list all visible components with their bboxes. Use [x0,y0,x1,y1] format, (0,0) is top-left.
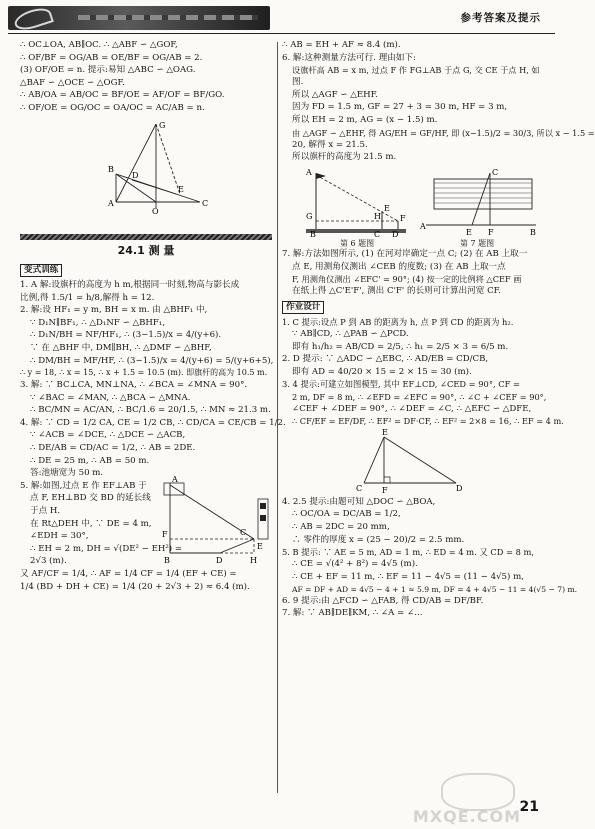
page-number: 21 [519,799,539,816]
text-line: 因为 FD = 1.5 m, GF = 27 + 3 = 30 m, HF = 3 m, [292,102,508,113]
problem-5-block [20,474,272,593]
fig1-label: O [152,206,159,216]
text-line: ∵ D₁N∥BF₁, ∴ △D₁NF ∽ △BHF₁, [30,317,166,328]
text-line: ∴ D₁N/BH = NF/HF₁, ∴ (3−1.5)/x = 4/(y+6). [30,330,222,341]
text-line: △BAF ∽ △OCE ∽ △OGF. [20,77,125,88]
text-line: ∴ BC/MN = AC/AN, ∴ BC/1.6 = 20/1.5, ∴ MN ≈ 21.3 m. [30,405,271,416]
fig1-label: E [178,184,184,194]
fig6-label: C [374,229,381,239]
fig6-label: A [306,167,312,177]
fig6-label: G [306,211,313,221]
text-line: 4. 2.5 提示:由题可知 △DOC ∽ △BOA, [282,496,436,507]
text-line: 在纸上得 △C'E'F', 测出 C'F' 的长则可计算出河宽 CF. [292,286,501,297]
text-line: 2√3 (m). [30,556,67,567]
fig6-label: D [392,229,399,239]
text-line: ∴ CF/EF = EF/DF, ∴ EF² = DF·CF, ∴ EF² = 2×8 = 16, ∴ EF = 4 m. [292,416,564,427]
text-line: 1. A 解:设旗杆的高度为 h m,根据同一时刻,物高与影长成 [20,280,240,291]
fig7-label: A [420,221,426,231]
fig1-label: C [202,198,209,208]
text-line: 7. 解:方法如图所示, (1) 在河对岸确定一点 C; (2) 在 AB 上取一 [282,248,528,259]
header-rule [8,33,555,34]
fig5-label: C [240,527,247,537]
fig3-label: C [356,483,363,493]
text-line: AF = DF + AD = 4√5 − 4 + 1 ≈ 5.9 m, DF = 4 + 4√5 − 11 = 4(√5 − 7) m. [292,584,578,594]
fig7-label: C [492,167,499,177]
header-banner [8,6,270,30]
text-line: ∵ ∠BAC = ∠MAN, ∴ △BCA ∽ △MNA. [30,392,191,403]
text-line: 1. C 提示:设点 P 到 AB 的距离为 h, 点 P 到 CD 的距离为 h₂. [282,316,514,327]
fig5-label: E [257,541,263,551]
text-line: ∴ CE = √(4² + 8²) = 4√5 (m). [292,559,418,570]
right-column [282,40,595,621]
logo-swoosh-icon [12,5,54,34]
text-line: 由 △AGF ∽ △EHF, 得 AG/EH = GF/HF, 即 (x−1.5)/2 = 30/3, 所以 x − 1.5 = [292,127,595,138]
fig3-label: F [382,485,388,495]
text-line: 6. 9 提示:由 △FCD ∽ △FAB, 得 CD/AB = DF/BF. [282,595,484,606]
text-line: 1/4 (BD + DH + CE) = 1/4 (20 + 2√3 + 2) ≈ 6.4 (m). [20,581,250,592]
text-line: 点 E, 用测角仪测出 ∠CEB 的度数; (3) 在 AB 上取一点 [292,261,506,272]
text-line: ∴ y = 18, ∴ x = 15, ∴ x + 1.5 = 10.5 (m). 即旗杆的高为 10.5 m. [20,368,268,378]
text-line: 图. [292,77,304,88]
homework-label: 作业设计 [282,301,324,314]
text-line: ∴ DE/AB = CD/AC = 1/2, ∴ AB = 2DE. [30,443,196,453]
fig3-label: E [382,427,388,437]
fig5-label: D [216,555,223,565]
fig7-label: B [530,227,536,237]
fig3-label: D [456,483,463,493]
fig5-label: H [250,555,257,565]
text-line: ∴ OF/BF = OG/AB = OE/BF = OG/AB = 2. [20,52,203,63]
figure-6-flagpole [302,167,410,237]
text-line: 5. 解:如图,过点 E 作 EF⊥AB 于 [20,480,147,491]
watermark-stamp [441,773,515,811]
text-line: ∴ DM/BH = MF/HF, ∴ (3−1.5)/x = 4/(y+6) = 5/(y+6+5), [30,355,274,366]
text-line: 又 AF/CF = 1/4, ∴ AF = 1/4 CF = 1/4 (EF + CE) = [20,568,237,579]
text-line: 4. 解: ∵ CD = 1/2 CA, CE = 1/2 CB, ∴ CD/CA = CE/CB = 1/2. [20,417,286,428]
text-line: 3. 4 提示:可建立如图模型, 其中 EF⊥CD, ∠CED = 90°, CF = [282,379,520,390]
fig6-label: H [374,211,381,221]
figure-oag [20,116,272,232]
text-line: F, 用测角仪测出 ∠EFC' = 90°; (4) 按一定的比例将 △CEF 画 [292,274,522,285]
text-line: 2. 解:设 HF₁ = y m, BH = x m. 由 △BHF₁ 中, [20,305,208,316]
figure-6-caption: 第 6 题图 [340,238,375,248]
text-line: 比例,得 1.5/1 = h/8,解得 h = 12. [20,292,155,303]
banner-stripe [78,15,258,20]
figure-7-river [420,167,540,237]
text-line: 5. B 提示: ∵ AE = 5 m, AD = 1 m, ∴ ED = 4 m. 又 CD = 8 m, [282,547,535,558]
fig1-label: B [108,164,114,174]
text-line: ∴ EH = 2 m, DH = √(DE² − EH²) = [30,543,183,554]
practice-answers [20,280,286,479]
text-line: (3) OF/OE = n. 提示:易知 △ABC ∽ △OAG. [20,65,196,76]
text-line: 所以 EH = 2 m, AG = (x − 1.5) m. [292,115,438,126]
text-line: 答:池塘宽为 50 m. [30,468,104,479]
text-line: ∴ 零件的厚度 x = (25 − 20)/2 = 2.5 mm. [292,534,465,545]
text-line: ∴ DE = 25 m, ∴ AB = 50 m. [30,455,150,466]
text-line: ∴ CE + EF = 11 m, ∴ EF = 11 − 4√5 = (11 − 4√5) m, [292,571,524,582]
figure-5-tree-slope [162,473,272,567]
fig7-label: E [466,227,472,237]
text-line: 即有 h₁/h₂ = AB/CD = 2/5, ∴ h₁ = 2/5 × 3 = 6/5 m. [292,341,509,352]
text-line: ∴ AB = 2DC = 20 mm, [292,521,390,532]
fig7-label: F [488,227,494,237]
text-line: 6. 解:这种测量方法可行. 理由如下: [282,52,416,63]
text-line: 于点 H. [30,505,61,516]
text-line: 点 F, EH⊥BD 交 BD 的延长线 [30,493,151,504]
section-title: 24.1 测 量 [117,243,175,257]
text-line: ∴ AB/OA = AB/OC = BF/OE = AF/OF = BF/GO. [20,90,225,101]
text-line: 即有 AD = 40/20 × 15 = 2 × 15 = 30 (m). [292,366,472,377]
text-line: 在 Rt△DEH 中, ∵ DE = 4 m, [30,518,152,529]
figure-7-caption: 第 7 题图 [460,238,495,248]
top-answer-block [20,40,272,114]
fig1-label: D [132,170,139,180]
practice-label: 变式训练 [20,264,62,277]
text-line: 3. 解: ∵ BC⊥CA, MN⊥NA, ∴ ∠BCA = ∠MNA = 90°. [20,380,248,391]
text-line: 所以旗杆的高度为 21.5 m. [292,152,397,163]
text-line: 2 m, DF = 8 m, ∴ ∠EFD = ∠EFC = 90°, ∴ ∠C + ∠CEF = 90°, [292,391,547,402]
page-header [0,0,563,36]
fig1-label: G [159,120,166,130]
figures-6-7 [282,165,546,249]
section-bar [20,234,272,240]
text-line: 所以 △AGF ∽ △EHF. [292,89,378,100]
fig5-label: A [172,474,178,484]
text-line: ∵ ∠ACB = ∠DCE, ∴ △DCE ∽ △ACB, [30,430,186,441]
fig6-label: B [310,229,316,239]
text-line: ∵ AB∥CD, ∴ △PAB ∽ △PCD. [292,329,409,340]
text-line: 7. 解: ∵ AB∥DE∥KM, ∴ ∠A = ∠... [282,608,423,619]
figure-3-right-triangle [356,429,466,495]
text-line: ∴ AB = EH + AF ≈ 8.4 (m). [282,40,401,50]
text-line: ∠CEF + ∠DEF = 90°, ∴ ∠DEF = ∠C, ∴ △EFC ∽ △DFE, [292,403,532,414]
fig1-label: A [108,198,114,208]
watermark-text: MXQE.COM [412,806,521,826]
fig5-label: F [162,529,168,539]
text-line: 2. D 提示: ∵ △ADC ∽ △EBC, ∴ AD/EB = CD/CB, [282,354,489,365]
header-title: 参考答案及提示 [460,12,541,24]
text-line: ∴ OF/OE = OG/OC = OA/OC = AC/AB = n. [20,102,205,113]
left-column [20,40,286,594]
fig5-label: B [164,555,170,565]
text-line: 设旗杆高 AB = x m, 过点 F 作 FG⊥AB 于点 G, 交 CE 于点 H, 如 [292,65,540,76]
text-line: 20, 解得 x = 21.5. [292,139,368,150]
text-line: ∴ OC/OA = DC/AB = 1/2, [292,509,401,520]
fig6-label: E [384,203,390,213]
text-line: ∠EDH = 30°, [30,531,89,542]
text-line: ∴ OC⊥OA, AB∥OC. ∴ △ABF ∽ △GOF, [20,40,178,50]
fig6-label: F [400,213,406,223]
text-line: ∵ 在 △BHF 中, DM∥BH, ∴ △DMF ∽ △BHF, [30,343,212,354]
